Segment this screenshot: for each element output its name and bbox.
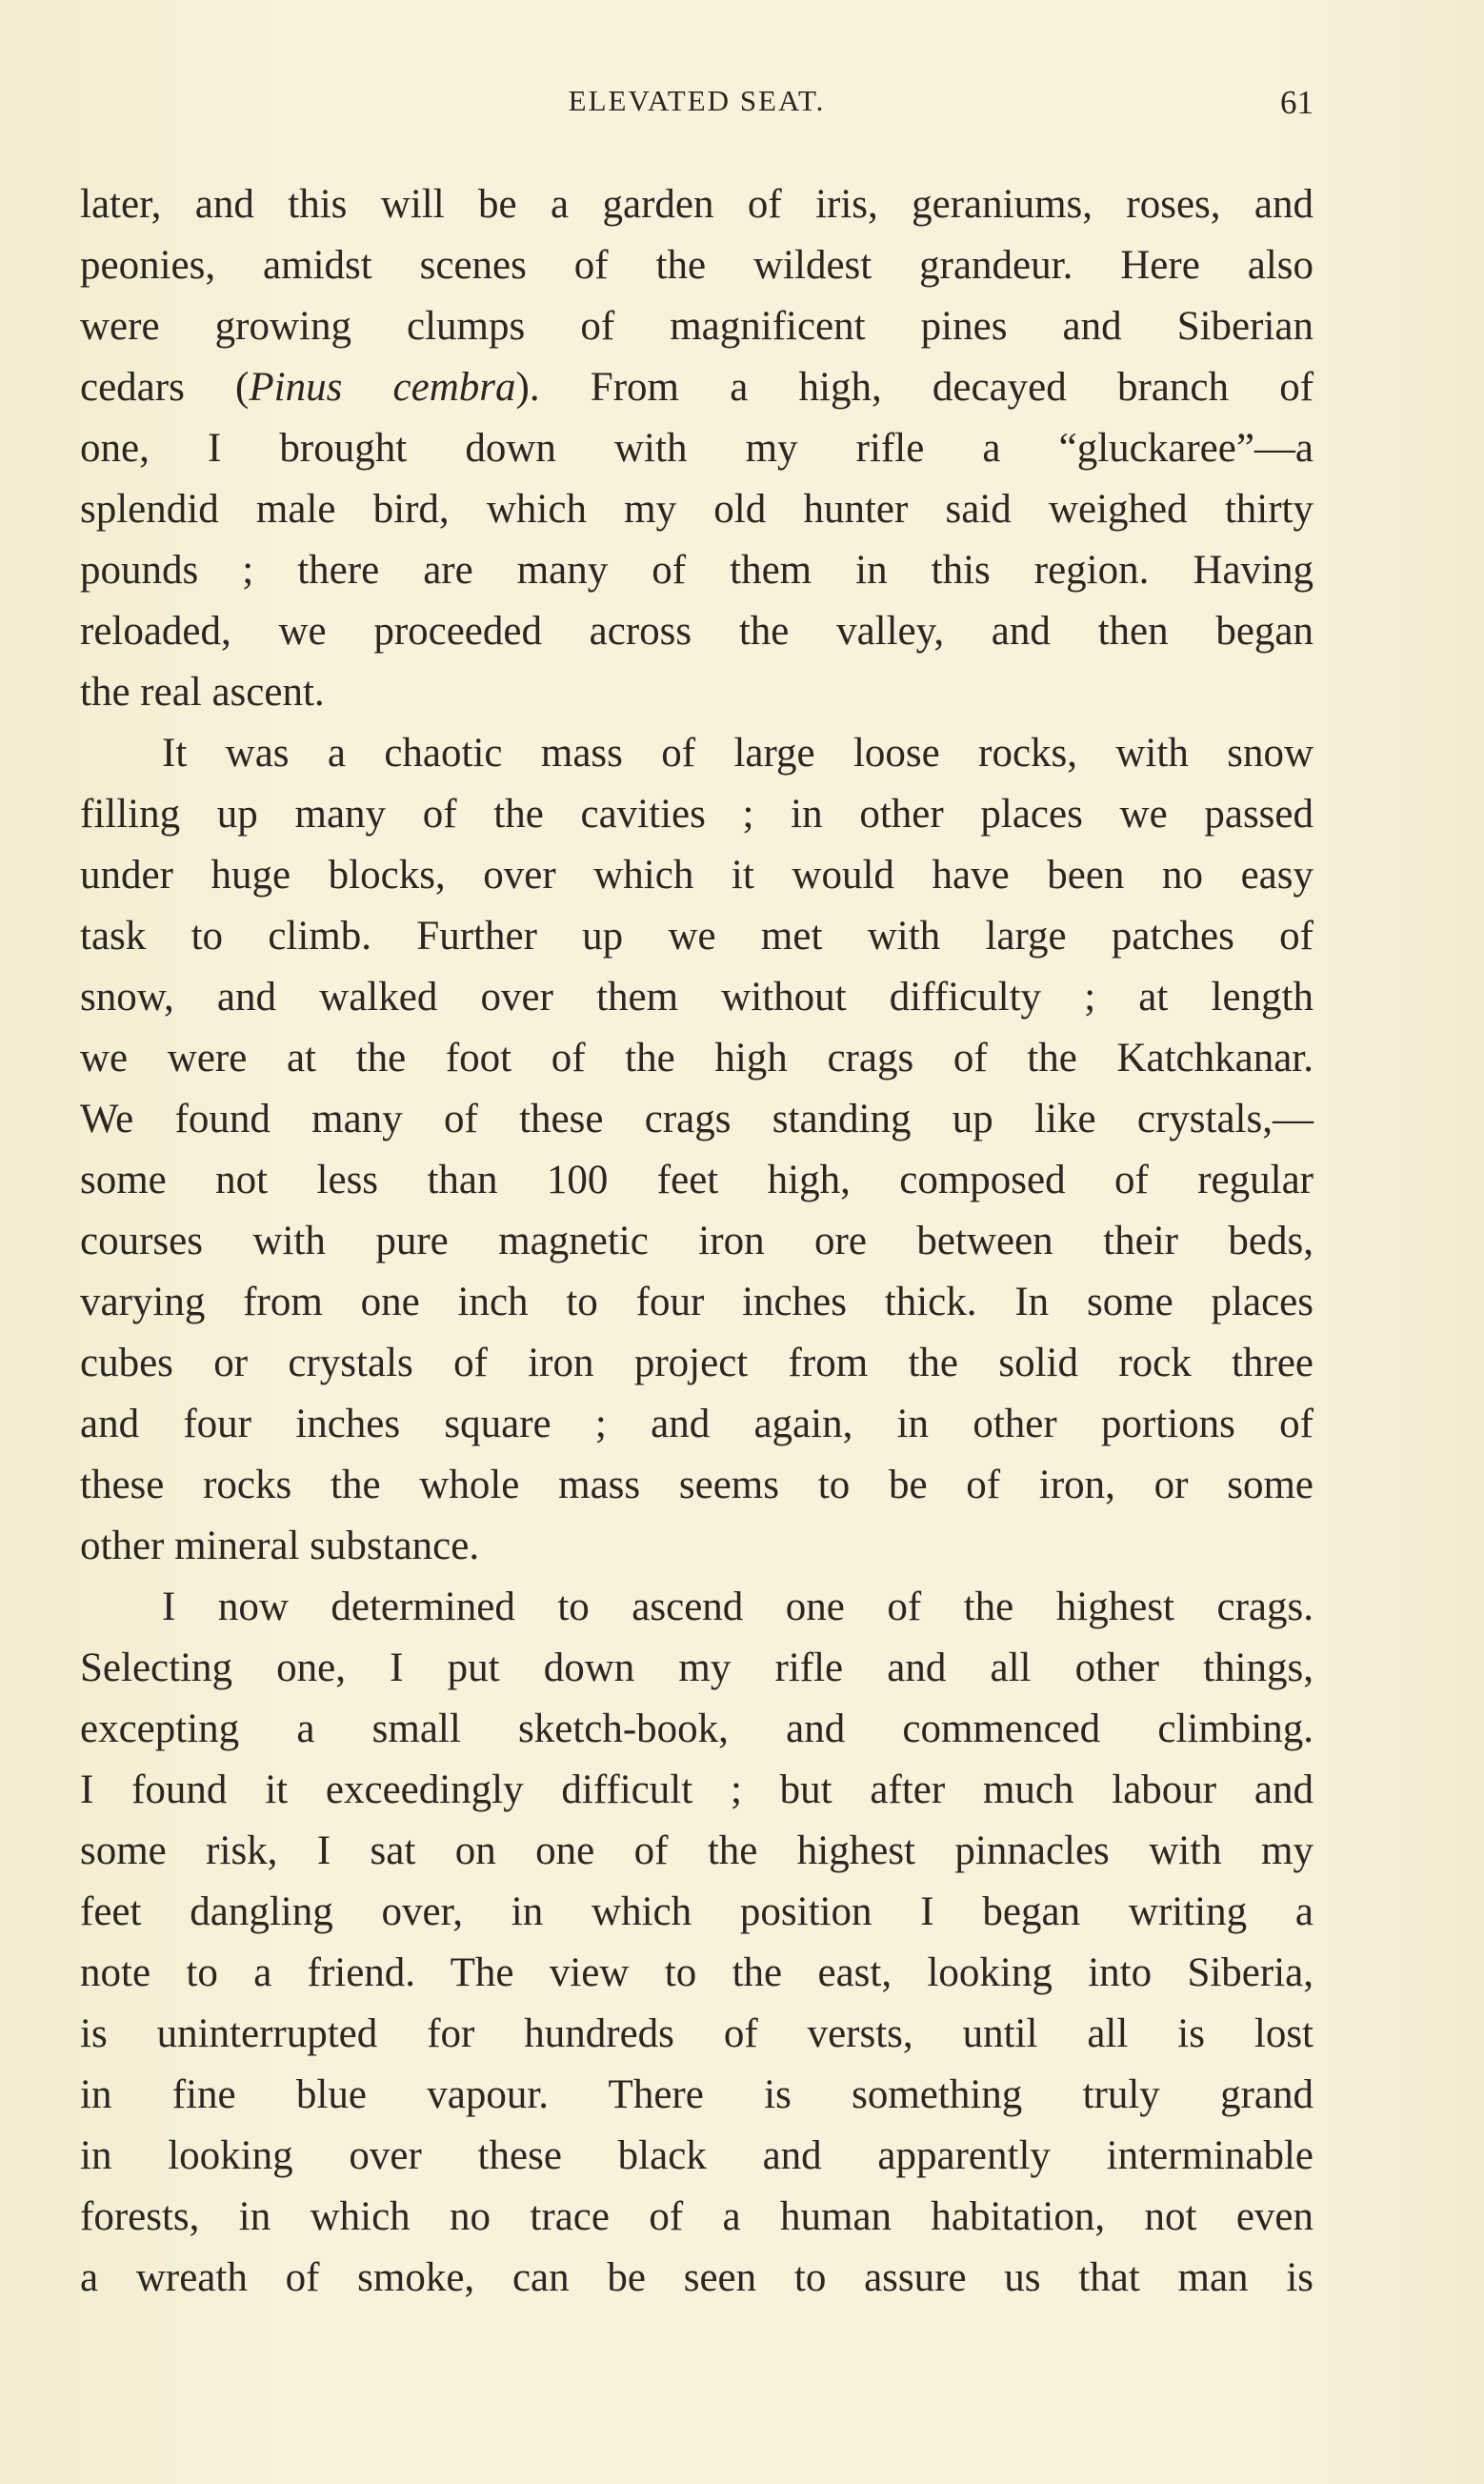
text-line: one, I brought down with my rifle a “gluckaree”—a bbox=[80, 426, 1314, 471]
text-line: a wreath of smoke, can be seen to assure us that man is bbox=[80, 2255, 1314, 2300]
text-line: task to climb. Further up we met with large patches of bbox=[80, 914, 1314, 959]
text-line: in looking over these black and apparently interminable bbox=[80, 2133, 1314, 2178]
text-line: courses with pure magnetic iron ore between their beds, bbox=[80, 1219, 1314, 1263]
text-line: splendid male bird, which my old hunter said weighed thirty bbox=[80, 487, 1314, 532]
text-line: Selecting one, I put down my rifle and all other things, bbox=[80, 1646, 1314, 1690]
paragraph-3 bbox=[80, 1577, 1314, 2309]
text-line: these rocks the whole mass seems to be of iron, or some bbox=[80, 1463, 1314, 1507]
text-line: were growing clumps of magnificent pines and Siberian bbox=[80, 304, 1314, 349]
body-text bbox=[80, 174, 1314, 2309]
text-line: other mineral substance. bbox=[80, 1524, 480, 1568]
text-line: is uninterrupted for hundreds of versts, until all is lost bbox=[80, 2011, 1314, 2056]
text-line: we were at the foot of the high crags of the Katchkanar. bbox=[80, 1036, 1314, 1080]
text-line: cubes or crystals of iron project from the solid rock three bbox=[80, 1341, 1314, 1385]
text-line: in fine blue vapour. There is something truly grand bbox=[80, 2072, 1314, 2117]
text-line: the real ascent. bbox=[80, 670, 325, 715]
text-line: varying from one inch to four inches thick. In some places bbox=[80, 1280, 1314, 1324]
text-segment: cedars ( bbox=[80, 365, 250, 410]
italic-species-name: Pinus cembra bbox=[249, 365, 516, 410]
text-segment: ). From a high, decayed branch of bbox=[515, 365, 1314, 410]
text-line: peonies, amidst scenes of the wildest grandeur. Here also bbox=[80, 243, 1314, 288]
text-line: note to a friend. The view to the east, looking into Siberia, bbox=[80, 1950, 1314, 1995]
text-line: and four inches square ; and again, in other portions of bbox=[80, 1402, 1314, 1446]
running-header bbox=[80, 84, 1314, 131]
text-line: forests, in which no trace of a human habitation, not even bbox=[80, 2194, 1314, 2239]
text-line: It was a chaotic mass of large loose rocks, with snow bbox=[162, 731, 1314, 776]
paragraph-1 bbox=[80, 174, 1314, 723]
text-line: pounds ; there are many of them in this region. Having bbox=[80, 548, 1314, 593]
text-line: I found it exceedingly difficult ; but after much labour and bbox=[80, 1767, 1314, 1812]
paragraph-2 bbox=[80, 723, 1314, 1577]
text-line: later, and this will be a garden of iris, geraniums, roses, and bbox=[80, 182, 1314, 227]
text-line: I now determined to ascend one of the highest crags. bbox=[162, 1585, 1314, 1629]
text-line bbox=[80, 357, 1314, 418]
running-title: ELEVATED SEAT. bbox=[568, 84, 826, 117]
text-line: feet dangling over, in which position I began writing a bbox=[80, 1889, 1314, 1934]
text-line: We found many of these crags standing up like crystals,— bbox=[80, 1097, 1314, 1141]
text-line: some risk, I sat on one of the highest pinnacles with my bbox=[80, 1828, 1314, 1873]
text-line: excepting a small sketch-book, and commenced climbing. bbox=[80, 1706, 1314, 1751]
text-line: filling up many of the cavities ; in other places we passed bbox=[80, 792, 1314, 837]
page-number: 61 bbox=[1280, 84, 1314, 121]
text-line: reloaded, we proceeded across the valley, and then began bbox=[80, 609, 1314, 654]
text-line: snow, and walked over them without difficulty ; at length bbox=[80, 975, 1314, 1020]
text-line: under huge blocks, over which it would have been no easy bbox=[80, 853, 1314, 898]
text-line: some not less than 100 feet high, composed of regular bbox=[80, 1158, 1314, 1202]
